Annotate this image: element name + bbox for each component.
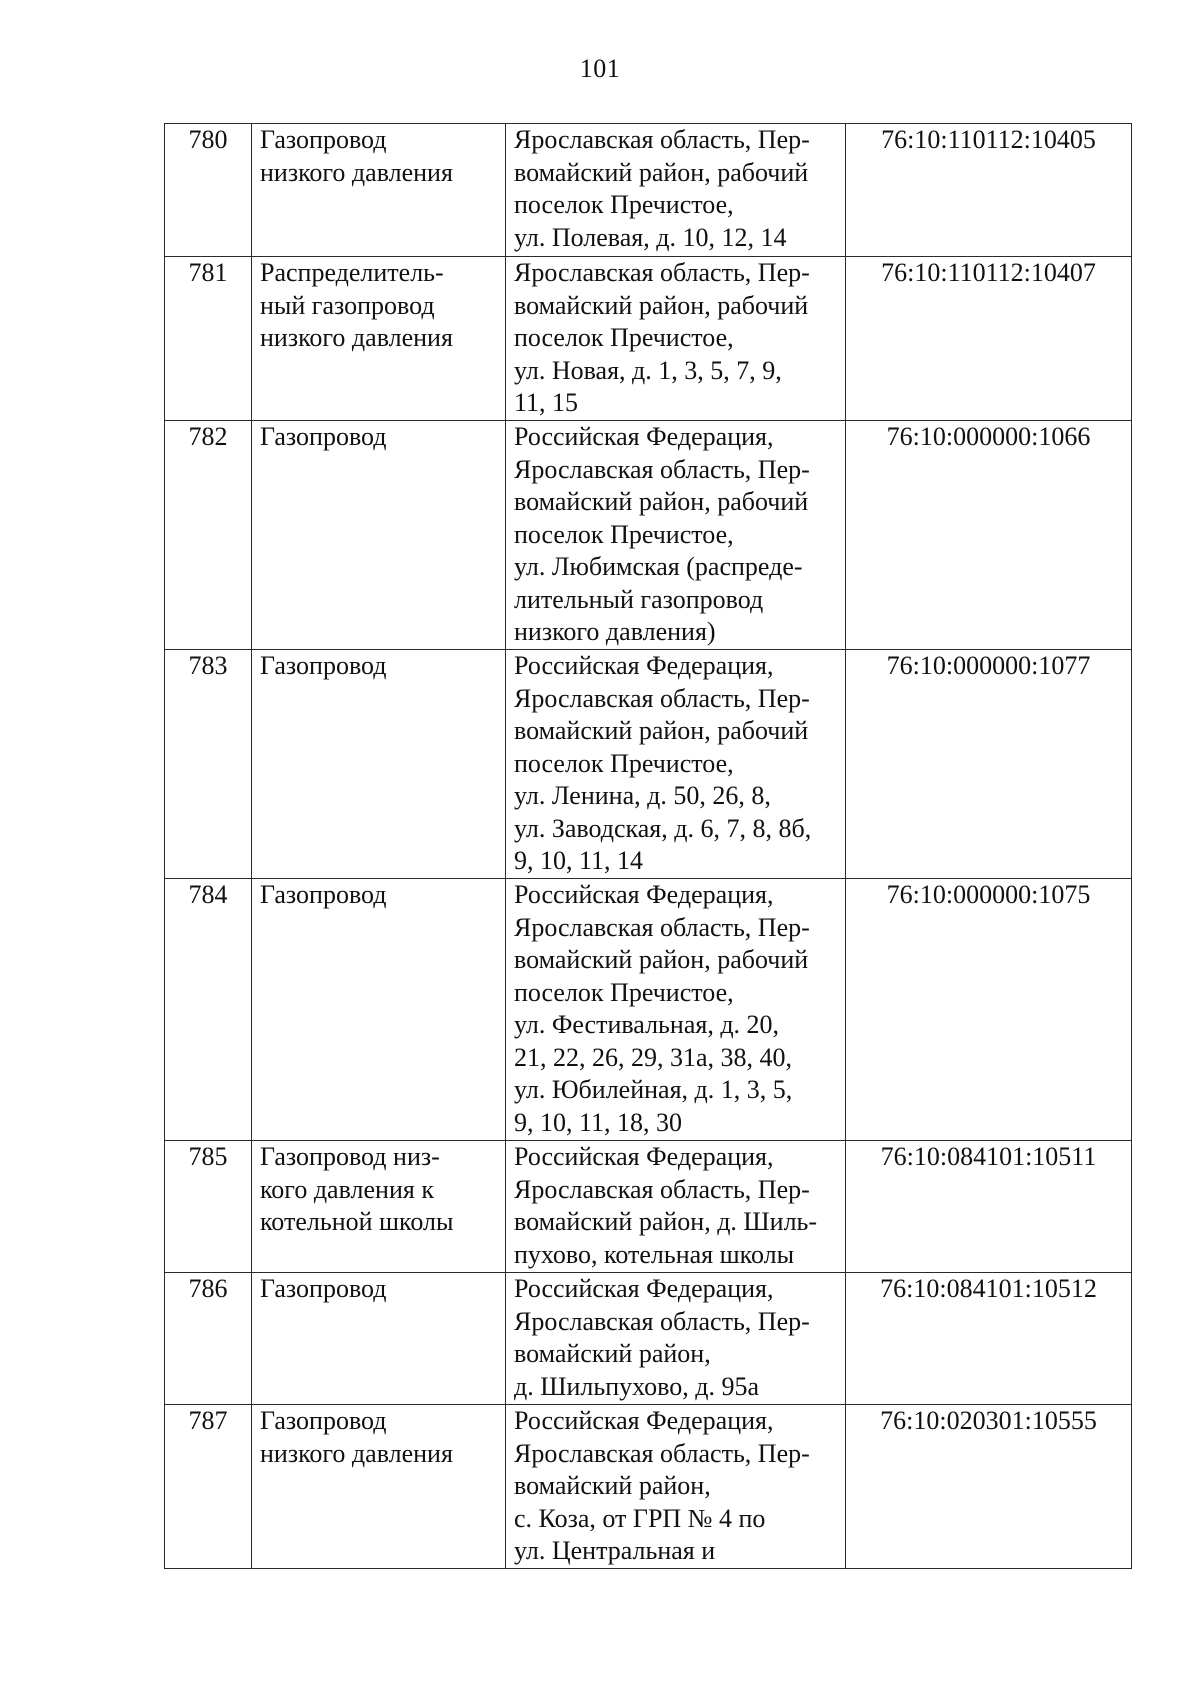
row-number: 782 xyxy=(165,421,252,650)
row-number: 784 xyxy=(165,879,252,1141)
object-name: Газопровод xyxy=(252,879,506,1141)
row-number: 781 xyxy=(165,257,252,421)
object-name: Газопровод xyxy=(252,650,506,879)
table-row xyxy=(165,1273,1132,1405)
object-address: Ярославская область, Пер- вомайский район, рабочий поселок Пречистое, ул. Новая, д. 1, 3, 5, 7, 9, 11, 15 xyxy=(506,257,846,421)
cadastral-number: 76:10:110112:10405 xyxy=(846,124,1132,257)
cadastral-number: 76:10:084101:10512 xyxy=(846,1273,1132,1405)
object-address: Российская Федерация, Ярославская область, Пер- вомайский район, д. Шиль- пухово, котельная школы xyxy=(506,1141,846,1273)
cadastral-number: 76:10:000000:1075 xyxy=(846,879,1132,1141)
table-row xyxy=(165,1141,1132,1273)
object-name: Распределитель- ный газопровод низкого давления xyxy=(252,257,506,421)
cadastral-number: 76:10:000000:1066 xyxy=(846,421,1132,650)
object-name: Газопровод xyxy=(252,1273,506,1405)
object-address: Российская Федерация, Ярославская область, Пер- вомайский район, д. Шильпухово, д. 95а xyxy=(506,1273,846,1405)
table-row xyxy=(165,650,1132,879)
cadastral-number: 76:10:000000:1077 xyxy=(846,650,1132,879)
row-number: 783 xyxy=(165,650,252,879)
registry-table xyxy=(164,123,1132,1569)
row-number: 786 xyxy=(165,1273,252,1405)
object-name: Газопровод низкого давления xyxy=(252,1405,506,1569)
page-number: 101 xyxy=(579,54,621,83)
object-name: Газопровод низкого давления xyxy=(252,124,506,257)
object-address: Российская Федерация, Ярославская область, Пер- вомайский район, рабочий поселок Пречистое, ул. Ленина, д. 50, 26, 8, ул. Заводская, д. 6, 7, 8, 8б, 9, 10, 11, 14 xyxy=(506,650,846,879)
cadastral-number: 76:10:084101:10511 xyxy=(846,1141,1132,1273)
row-number: 787 xyxy=(165,1405,252,1569)
object-address: Российская Федерация, Ярославская область, Пер- вомайский район, рабочий поселок Пречистое, ул. Фестивальная, д. 20, 21, 22, 26, 29, 31а, 38, 40, ул. Юбилейная, д. 1, 3, 5, 9, 10, 11, 18, 30 xyxy=(506,879,846,1141)
row-number: 780 xyxy=(165,124,252,257)
table-row xyxy=(165,257,1132,421)
table-row xyxy=(165,879,1132,1141)
object-name: Газопровод низ- кого давления к котельной школы xyxy=(252,1141,506,1273)
object-name: Газопровод xyxy=(252,421,506,650)
table-row xyxy=(165,124,1132,257)
object-address: Российская Федерация, Ярославская область, Пер- вомайский район, с. Коза, от ГРП № 4 по ул. Центральная и xyxy=(506,1405,846,1569)
table-row xyxy=(165,1405,1132,1569)
table-row xyxy=(165,421,1132,650)
object-address: Ярославская область, Пер- вомайский район, рабочий поселок Пречистое, ул. Полевая, д. 10, 12, 14 xyxy=(506,124,846,257)
row-number: 785 xyxy=(165,1141,252,1273)
cadastral-number: 76:10:110112:10407 xyxy=(846,257,1132,421)
cadastral-number: 76:10:020301:10555 xyxy=(846,1405,1132,1569)
object-address: Российская Федерация, Ярославская область, Пер- вомайский район, рабочий поселок Пречистое, ул. Любимская (распреде- лительный газопровод низкого давления) xyxy=(506,421,846,650)
